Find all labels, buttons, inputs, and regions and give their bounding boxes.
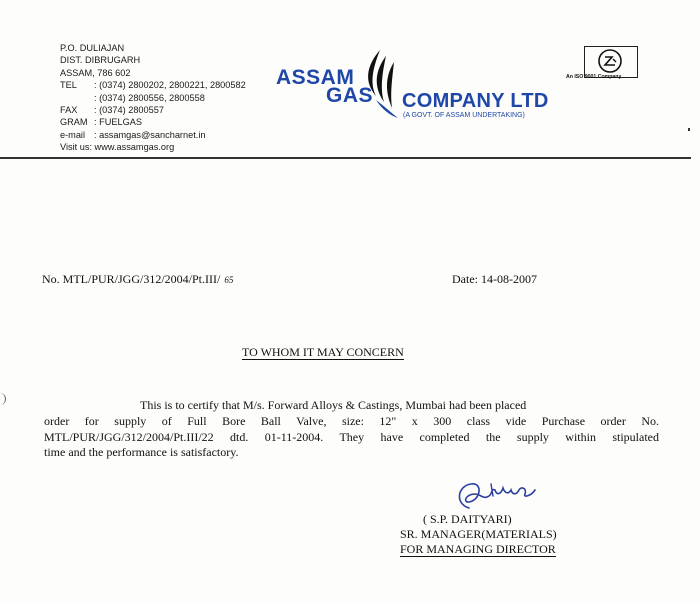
reference-handwritten: 65: [224, 275, 234, 285]
tel-label: TEL: [60, 80, 77, 91]
signatory-for-line: FOR MANAGING DIRECTOR: [400, 542, 556, 556]
email-label: e-mail: [60, 129, 86, 140]
body-line-3: MTL/PUR/JGG/312/2004/Pt.III/22 dtd. 01-11-2004. They have completed the supply within stipulated: [44, 429, 659, 444]
email-value: : assamgas@sancharnet.in: [94, 129, 206, 140]
fax-row: [60, 104, 246, 116]
website-value: : www.assamgas.org: [89, 142, 175, 153]
tel-line-1: : (0374) 2800202, 2800221, 2800582: [94, 80, 246, 91]
tel-row: [60, 79, 246, 91]
address-line-3: ASSAM, 786 602: [60, 67, 131, 78]
fax-value: : (0374) 2800557: [94, 105, 164, 116]
body-line-4: time and the performance is satisfactory.: [44, 445, 239, 460]
divider-tick: [688, 128, 690, 131]
company-tagline: (A GOVT. OF ASSAM UNDERTAKING): [403, 112, 525, 119]
gram-label: GRAM: [60, 117, 88, 128]
body-line-1: This is to certify that M/s. Forward Alloys & Castings, Mumbai had been placed: [140, 398, 527, 412]
brand-gas: GAS: [326, 84, 374, 107]
letterhead-divider: [0, 157, 691, 159]
brand-company: COMPANY LTD: [402, 90, 549, 112]
letterhead-address: [60, 42, 246, 154]
fax-label: FAX: [60, 105, 78, 116]
tel-row-2: [60, 92, 246, 104]
signatory-designation: SR. MANAGER(MATERIALS): [400, 527, 557, 541]
letter-heading: TO WHOM IT MAY CONCERN: [242, 345, 404, 359]
gram-value: : FUELGAS: [94, 117, 142, 128]
letter-body: [44, 398, 659, 461]
reference-number: [42, 272, 233, 287]
address-line-2: DIST. DIBRUGARH: [60, 55, 141, 66]
handwritten-signature: [451, 478, 546, 514]
website-row: [60, 141, 246, 153]
signatory-name: ( S.P. DAITYARI): [423, 512, 512, 526]
letter-date: Date: 14-08-2007: [452, 272, 537, 286]
email-row: [60, 129, 246, 141]
iso-seal-icon: [597, 48, 623, 74]
reference-text: No. MTL/PUR/JGG/312/2004/Pt.III/: [42, 272, 221, 286]
address-line-1: P.O. DULIAJAN: [60, 43, 125, 53]
gram-row: [60, 116, 246, 128]
tel-line-2: : (0374) 2800556, 2800558: [94, 92, 205, 103]
website-label: Visit us: [60, 142, 90, 153]
iso-caption: An ISO 9001 Company: [566, 74, 622, 80]
brand-assam: ASSAM: [276, 66, 355, 89]
punch-hole-mark: [0, 393, 6, 405]
body-line-2: order for supply of Full Bore Ball Valve, size: 12" x 300 class vide Purchase order No.: [44, 413, 659, 428]
